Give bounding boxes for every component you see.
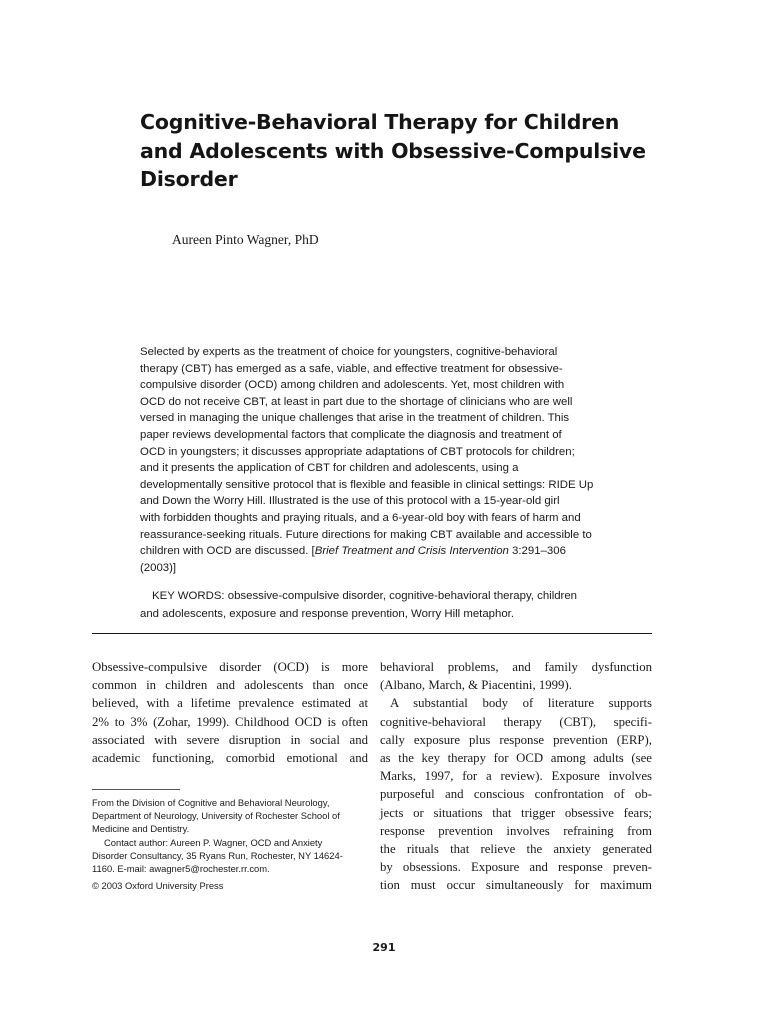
body-line: 2% to 3% (Zohar, 1999). Childhood OCD is often — [92, 714, 368, 729]
abstract-line: OCD in youngsters; it discusses appropriate adaptations of CBT protocols for children; — [140, 445, 575, 458]
body-line: Obsessive-compulsive disorder (OCD) is more — [92, 660, 368, 674]
body-line: response prevention involves refraining from — [380, 823, 652, 838]
keywords — [140, 587, 660, 623]
footnote-line: From the Division of Cognitive and Behavioral Neurology, — [92, 797, 330, 808]
page-number: 291 — [372, 941, 396, 954]
body-line: academic functioning, comorbid emotional and — [92, 751, 368, 766]
body-line: (Albano, March, & Piacentini, 1999). — [380, 678, 572, 693]
abstract-line: with forbidden thoughts and praying rituals, and a 6-year-old boy with fears of harm and — [140, 511, 581, 524]
abstract-line: OCD do not receive CBT, at least in part due to the shortage of clinicians who are well — [140, 395, 573, 408]
body-line: purposeful and conscious confrontation of ob- — [380, 787, 652, 802]
abstract-line: and it presents the application of CBT for children and adolescents, using a — [140, 462, 519, 475]
footnote-line: Contact author: Aureen P. Wagner, OCD and Anxiety — [104, 836, 323, 848]
body-line: common in children and adolescents than once — [92, 678, 368, 693]
affiliation-footnote — [92, 796, 368, 875]
abstract-line: versed in managing the unique challenges that arise in the treatment of children. This — [140, 412, 570, 425]
footnote-line: Department of Neurology, University of Rochester School of — [92, 810, 340, 822]
body-line: as the key therapy for OCD among adults (see — [380, 751, 652, 766]
body-column-left — [92, 658, 368, 767]
title-line: Cognitive-Behavioral Therapy for Children — [140, 110, 620, 134]
footnote-line: 1160. E-mail: awagner5@rochester.rr.com. — [92, 863, 270, 875]
body-line: cognitive-behavioral therapy (CBT), specifi- — [380, 714, 652, 729]
body-line: A substantial body of literature supports — [390, 696, 652, 711]
copyright-notice: © 2003 Oxford University Press — [92, 880, 224, 891]
body-line: behavioral problems, and family dysfunction — [380, 660, 652, 674]
article-title — [140, 108, 660, 194]
citation-prefix: children with OCD are discussed. [ — [140, 545, 315, 558]
footnote-line: Medicine and Dentistry. — [92, 823, 190, 835]
body-line: Marks, 1997, for a review). Exposure involves — [380, 769, 652, 784]
title-line: Disorder — [140, 167, 238, 191]
body-line: associated with severe disruption in social and — [92, 732, 368, 747]
body-line: believed, with a lifetime prevalence estimated at — [92, 696, 368, 711]
footnote-divider — [92, 789, 180, 790]
keywords-line: and adolescents, exposure and response prevention, Worry Hill metaphor. — [140, 608, 514, 620]
abstract-line: developmentally sensitive protocol that is flexible and feasible in clinical settings: RIDE Up — [140, 478, 594, 491]
citation-journal: Brief Treatment and Crisis Intervention — [314, 545, 509, 558]
title-line: and Adolescents with Obsessive-Compulsive — [140, 138, 646, 163]
author-name: Aureen Pinto Wagner, PhD — [172, 232, 319, 247]
body-line: tion must occur simultaneously for maximum — [380, 878, 652, 893]
citation-suffix: 3:291–306 — [508, 545, 566, 558]
body-line: jects or situations that trigger obsessive fears; — [380, 805, 652, 820]
abstract-line: reassurance-seeking rituals. Future directions for making CBT available and accessible to — [140, 528, 592, 541]
abstract-line: paper reviews developmental factors that complicate the diagnosis and treatment of — [140, 428, 562, 441]
keywords-line: KEY WORDS: obsessive-compulsive disorder, cognitive-behavioral therapy, children — [152, 590, 578, 602]
body-column-right — [380, 658, 652, 895]
abstract-line: and Down the Worry Hill. Illustrated is the use of this protocol with a 15-year-old girl — [140, 495, 560, 508]
abstract-line: therapy (CBT) has emerged as a safe, viable, and effective treatment for obsessive- — [140, 362, 563, 375]
abstract-citation-line — [140, 543, 660, 560]
body-line: cally exposure plus response prevention (ERP), — [380, 732, 652, 747]
body-line: the rituals that relieve the anxiety generated — [380, 842, 652, 857]
abstract — [140, 344, 660, 576]
citation-year: (2003)] — [140, 561, 177, 574]
footnote-line: Disorder Consultancy, 35 Ryans Run, Rochester, NY 14624- — [92, 849, 343, 861]
abstract-line: Selected by experts as the treatment of choice for youngsters, cognitive-behavioral — [140, 346, 558, 358]
section-divider — [92, 633, 652, 634]
abstract-line: compulsive disorder (OCD) among children and adolescents. Yet, most children with — [140, 379, 565, 392]
body-line: by obsessions. Exposure and response preven- — [380, 860, 652, 875]
